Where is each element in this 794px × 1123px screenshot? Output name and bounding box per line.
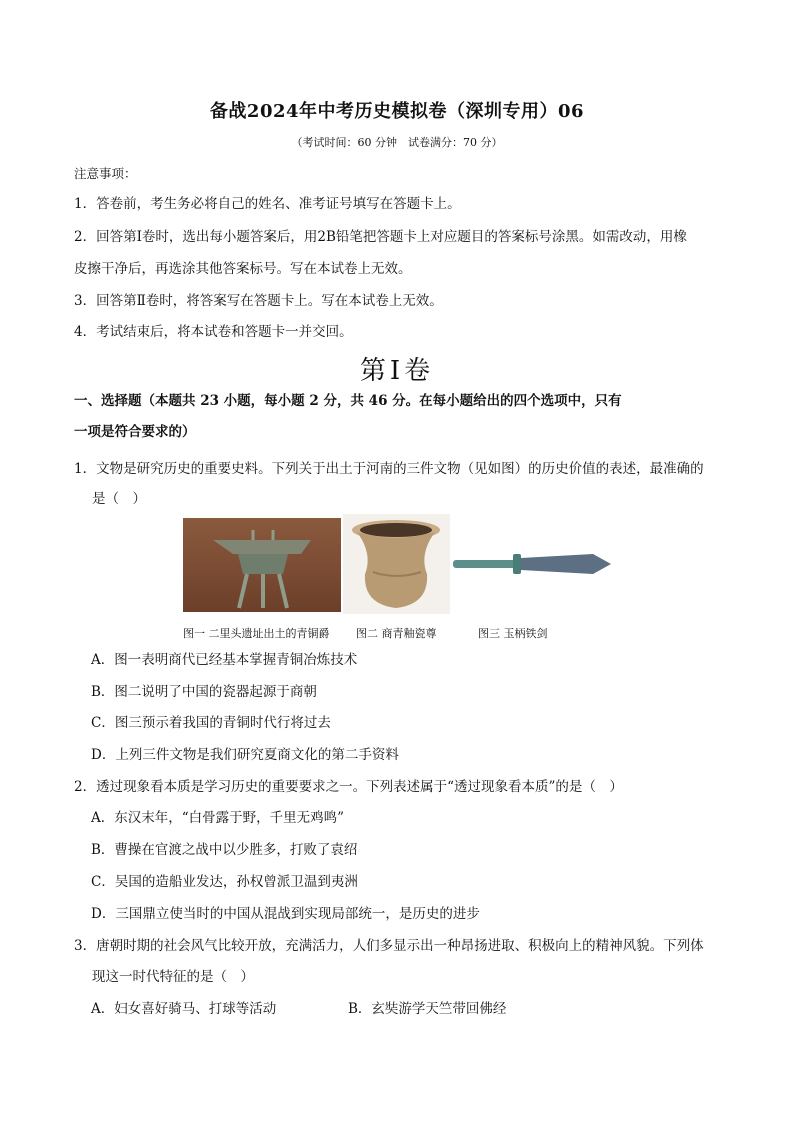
exam-info: （考试时间：60 分钟 试卷满分：70 分） [291,136,503,149]
notes-heading: 注意事项： [74,166,137,181]
answer-option: D．三国鼎立使当时的中国从混战到实现局部统一，是历史的进步 [91,906,480,922]
answer-option: A．图一表明商代已经基本掌握青铜冶炼技术 [91,652,358,668]
answer-option: B．玄奘游学天竺带回佛经 [348,1001,507,1017]
question-stem: 1．文物是研究历史的重要史料。下列关于出土于河南的三件文物（见如图）的历史价值的表述，最准确的 [74,461,704,477]
question-stem: 2．透过现象看本质是学习历史的重要要求之一。下列表述属于“透过现象看本质”的是（ ） [74,779,623,795]
answer-option: D．上列三件文物是我们研究夏商文化的第二手资料 [91,747,399,763]
figure-caption: 图三 玉柄铁剑 [478,627,548,640]
answer-option: A．东汉末年，“白骨露于野，千里无鸡鸣” [91,810,345,826]
bronze-jue-image [183,518,341,612]
question-stem: 现这一时代特征的是（ ） [92,969,254,985]
figure-caption: 图一 二里头遗址出土的青铜爵 [183,627,330,640]
figure-caption: 图二 商青釉瓷尊 [356,627,437,640]
answer-option: B．曹操在官渡之战中以少胜多，打败了袁绍 [91,842,358,858]
answer-option: A．妇女喜好骑马、打球等活动 [91,1001,277,1017]
page-title: 备战2024年中考历史模拟卷（深圳专用）06 [209,101,585,122]
answer-option: C．图三预示着我国的青铜时代行将过去 [91,715,331,731]
question-stem: 是（ ） [92,491,146,507]
question-stem: 3．唐朝时期的社会风气比较开放，充满活力，人们多显示出一种昂扬进取、积极向上的精神风貌。下列体 [74,938,704,954]
section-instruction: 一项是符合要求的） [74,424,196,440]
note-item: 2．回答第Ⅰ卷时，选出每小题答案后，用2B铅笔把答题卡上对应题目的答案标号涂黑。如需改动，用橡 [74,229,687,245]
section-title: 第Ⅰ卷 [359,356,435,386]
jade-iron-sword-image [453,544,613,584]
answer-option: B．图二说明了中国的瓷器起源于商朝 [91,684,317,700]
answer-option: C．吴国的造船业发达，孙权曾派卫温到夷洲 [91,874,358,890]
note-item: 3．回答第Ⅱ卷时，将答案写在答题卡上。写在本试卷上无效。 [74,293,443,309]
note-item: 1．答卷前，考生务必将自己的姓名、准考证号填写在答题卡上。 [74,196,461,212]
artifact-figures [183,514,613,614]
note-item: 4．考试结束后，将本试卷和答题卡一并交回。 [74,324,353,340]
note-item: 皮擦干净后，再选涂其他答案标号。写在本试卷上无效。 [74,261,412,277]
section-instruction: 一、选择题（本题共 23 小题，每小题 2 分，共 46 分。在每小题给出的四个选项中，只有 [74,393,622,409]
celadon-zun-image [343,514,450,614]
